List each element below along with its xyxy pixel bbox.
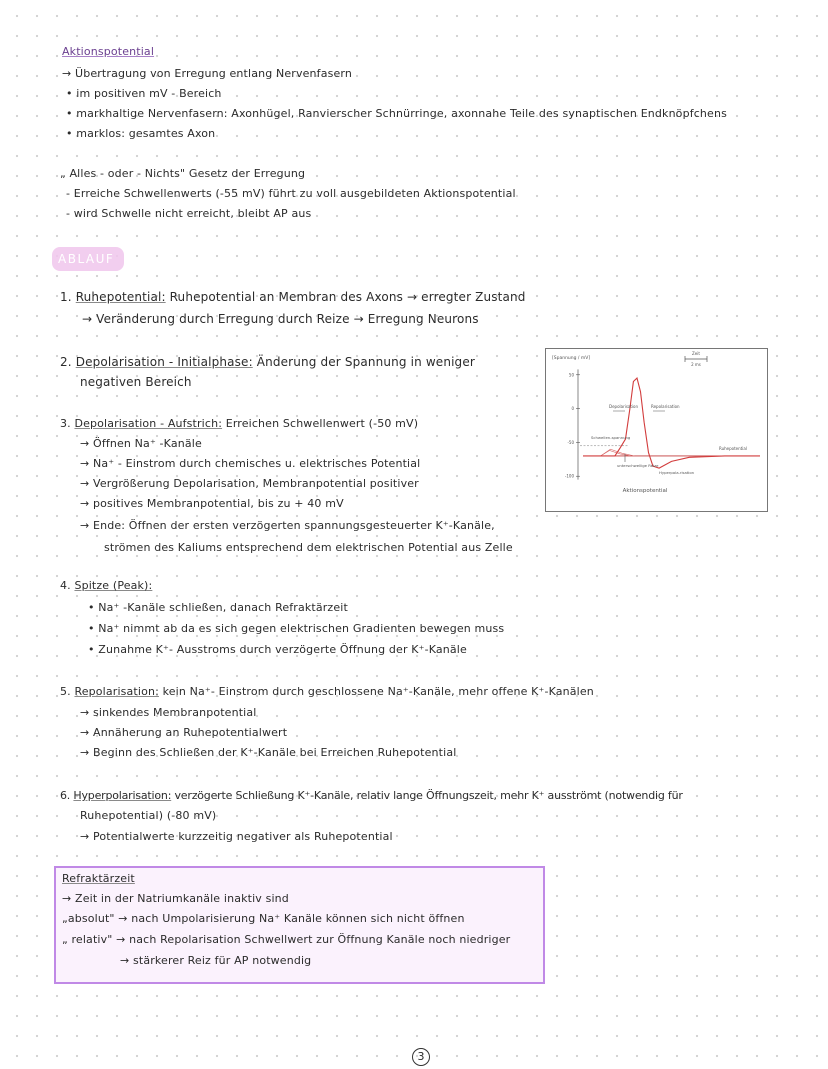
step-3: [60, 416, 418, 432]
step-text: Änderung der Spannung in weniger: [256, 355, 475, 369]
text-line: → Übertragung von Erregung entlang Nervenfasern: [62, 67, 352, 80]
step-1: [60, 289, 526, 305]
y-tick-label: 0: [571, 406, 574, 412]
step-number: 4.: [60, 579, 71, 592]
label-hyperpolarisation: Hyperpola-risation: [659, 470, 695, 475]
step-title: Depolarisation - Initialphase:: [75, 355, 253, 369]
time-scale-value: 2 ms: [691, 362, 701, 367]
text-line: • markhaltige Nervenfasern: Axonhügel, Ranvierscher Schnürringe, axonnahe Teile des synaptischen Endknöpfchens: [66, 107, 727, 120]
label-schwellenspannung: Schwellen-spannung: [591, 435, 631, 440]
step-sub-line: • Na⁺ nimmt ab da es sich gegen elektrischen Gradienten bewegen muss: [88, 622, 505, 635]
step-sub-line: → Öffnen Na⁺ -Kanäle: [80, 437, 202, 450]
step-number: 6.: [60, 789, 71, 802]
text-line: • im positiven mV - Bereich: [66, 87, 222, 100]
label-repolarisation: Repolarisation: [651, 404, 680, 409]
step-sub-line: → Veränderung durch Erregung durch Reize → Erregung Neurons: [82, 312, 479, 326]
step-sub-line: → sinkendes Membranpotential: [80, 706, 257, 719]
step-6: [60, 788, 683, 804]
text-line: „ relativ" → nach Repolarisation Schwellwert zur Öffnung Kanäle noch niedriger: [62, 933, 511, 946]
step-title: Ruhepotential:: [75, 290, 166, 304]
step-2: [60, 354, 475, 370]
step-sub-line: → positives Membranpotential, bis zu + 40 mV: [80, 497, 344, 510]
step-title: Spitze (Peak):: [74, 579, 153, 592]
text-line: - Erreiche Schwellenwerts (-55 mV) führt zu voll ausgebildeten Aktionspotential: [66, 187, 516, 200]
step-sub-line: • Zunahme K⁺- Ausstroms durch verzögerte Öffnung der K⁺-Kanäle: [88, 643, 467, 656]
label-unterschwellige-reize: unterschwellige Reize: [617, 463, 659, 468]
step-sub-line: → Annäherung an Ruhepotentialwert: [80, 726, 288, 739]
ablauf-heading: ABLAUF: [58, 252, 115, 266]
step-number: 1.: [60, 290, 72, 304]
step-number: 2.: [60, 355, 72, 369]
step-text: Erreichen Schwellenwert (-50 mV): [225, 417, 419, 430]
step-sub-line: → Vergrößerung Depolarisation, Membranpotential positiver: [80, 477, 419, 490]
step-sub-line: strömen des Kaliums entsprechend dem elektrischen Potential aus Zelle: [104, 541, 513, 554]
action-potential-chart: [545, 348, 768, 512]
step-text: Ruhepotential an Membran des Axons → erregter Zustand: [169, 290, 526, 304]
time-scale-label: Zeit: [692, 351, 700, 356]
section-title-alles-oder-nichts: „ Alles - oder - Nichts" Gesetz der Erregung: [60, 167, 306, 180]
step-sub-line: negativen Bereich: [80, 375, 192, 389]
step-text: verzögerte Schließung K⁺-Kanäle, relativ lange Öffnungszeit, mehr K⁺ ausströmt (notwendig für: [174, 789, 683, 802]
text-line: „absolut" → nach Umpolarisierung Na⁺ Kanäle können sich nicht öffnen: [62, 912, 465, 925]
y-tick-label: -50: [567, 439, 574, 445]
step-sub-line: → Potentialwerte kurzzeitig negativer als Ruhepotential: [80, 830, 393, 843]
step-sub-line: → Beginn des Schließen der K⁺-Kanäle bei Erreichen Ruhepotential: [80, 746, 457, 759]
step-5: [60, 684, 594, 700]
label-depolarisation: Depolarisation: [609, 404, 639, 409]
step-title: Hyperpolarisation:: [73, 789, 172, 802]
refraktaerzeit-title: Refraktärzeit: [62, 872, 135, 885]
step-number: 5.: [60, 685, 71, 698]
step-title: Depolarisation - Aufstrich:: [74, 417, 223, 430]
y-tick-label: -100: [564, 473, 574, 479]
step-sub-line: Ruhepotential) (-80 mV): [80, 809, 217, 822]
step-number: 3.: [60, 417, 71, 430]
step-4: [60, 578, 152, 594]
label-ruhepotential: Ruhepotential: [719, 446, 747, 451]
chart-caption: Aktionspotential: [622, 488, 668, 494]
action-potential-svg: [545, 348, 768, 512]
step-sub-line: • Na⁺ -Kanäle schließen, danach Refraktärzeit: [88, 601, 348, 614]
text-line: • marklos: gesamtes Axon: [66, 127, 216, 140]
step-text: kein Na⁺- Einstrom durch geschlossene Na⁺-Kanäle, mehr offene K⁺-Kanälen: [162, 685, 594, 698]
text-line: - wird Schwelle nicht erreicht, bleibt AP aus: [66, 207, 312, 220]
step-title: Repolarisation:: [74, 685, 159, 698]
step-sub-line: → Ende: Öffnen der ersten verzögerten spannungsgesteuerter K⁺-Kanäle,: [80, 519, 495, 532]
y-tick-label: 50: [568, 372, 574, 378]
section-title-aktionspotential: Aktionspotential: [62, 45, 155, 58]
y-axis-label: [Spannung / mV]: [552, 356, 591, 361]
text-line: → Zeit in der Natriumkanäle inaktiv sind: [62, 892, 289, 905]
page-number: 3: [412, 1048, 430, 1066]
step-sub-line: → Na⁺ - Einstrom durch chemisches u. elektrisches Potential: [80, 457, 421, 470]
text-line: → stärkerer Reiz für AP notwendig: [120, 954, 312, 967]
